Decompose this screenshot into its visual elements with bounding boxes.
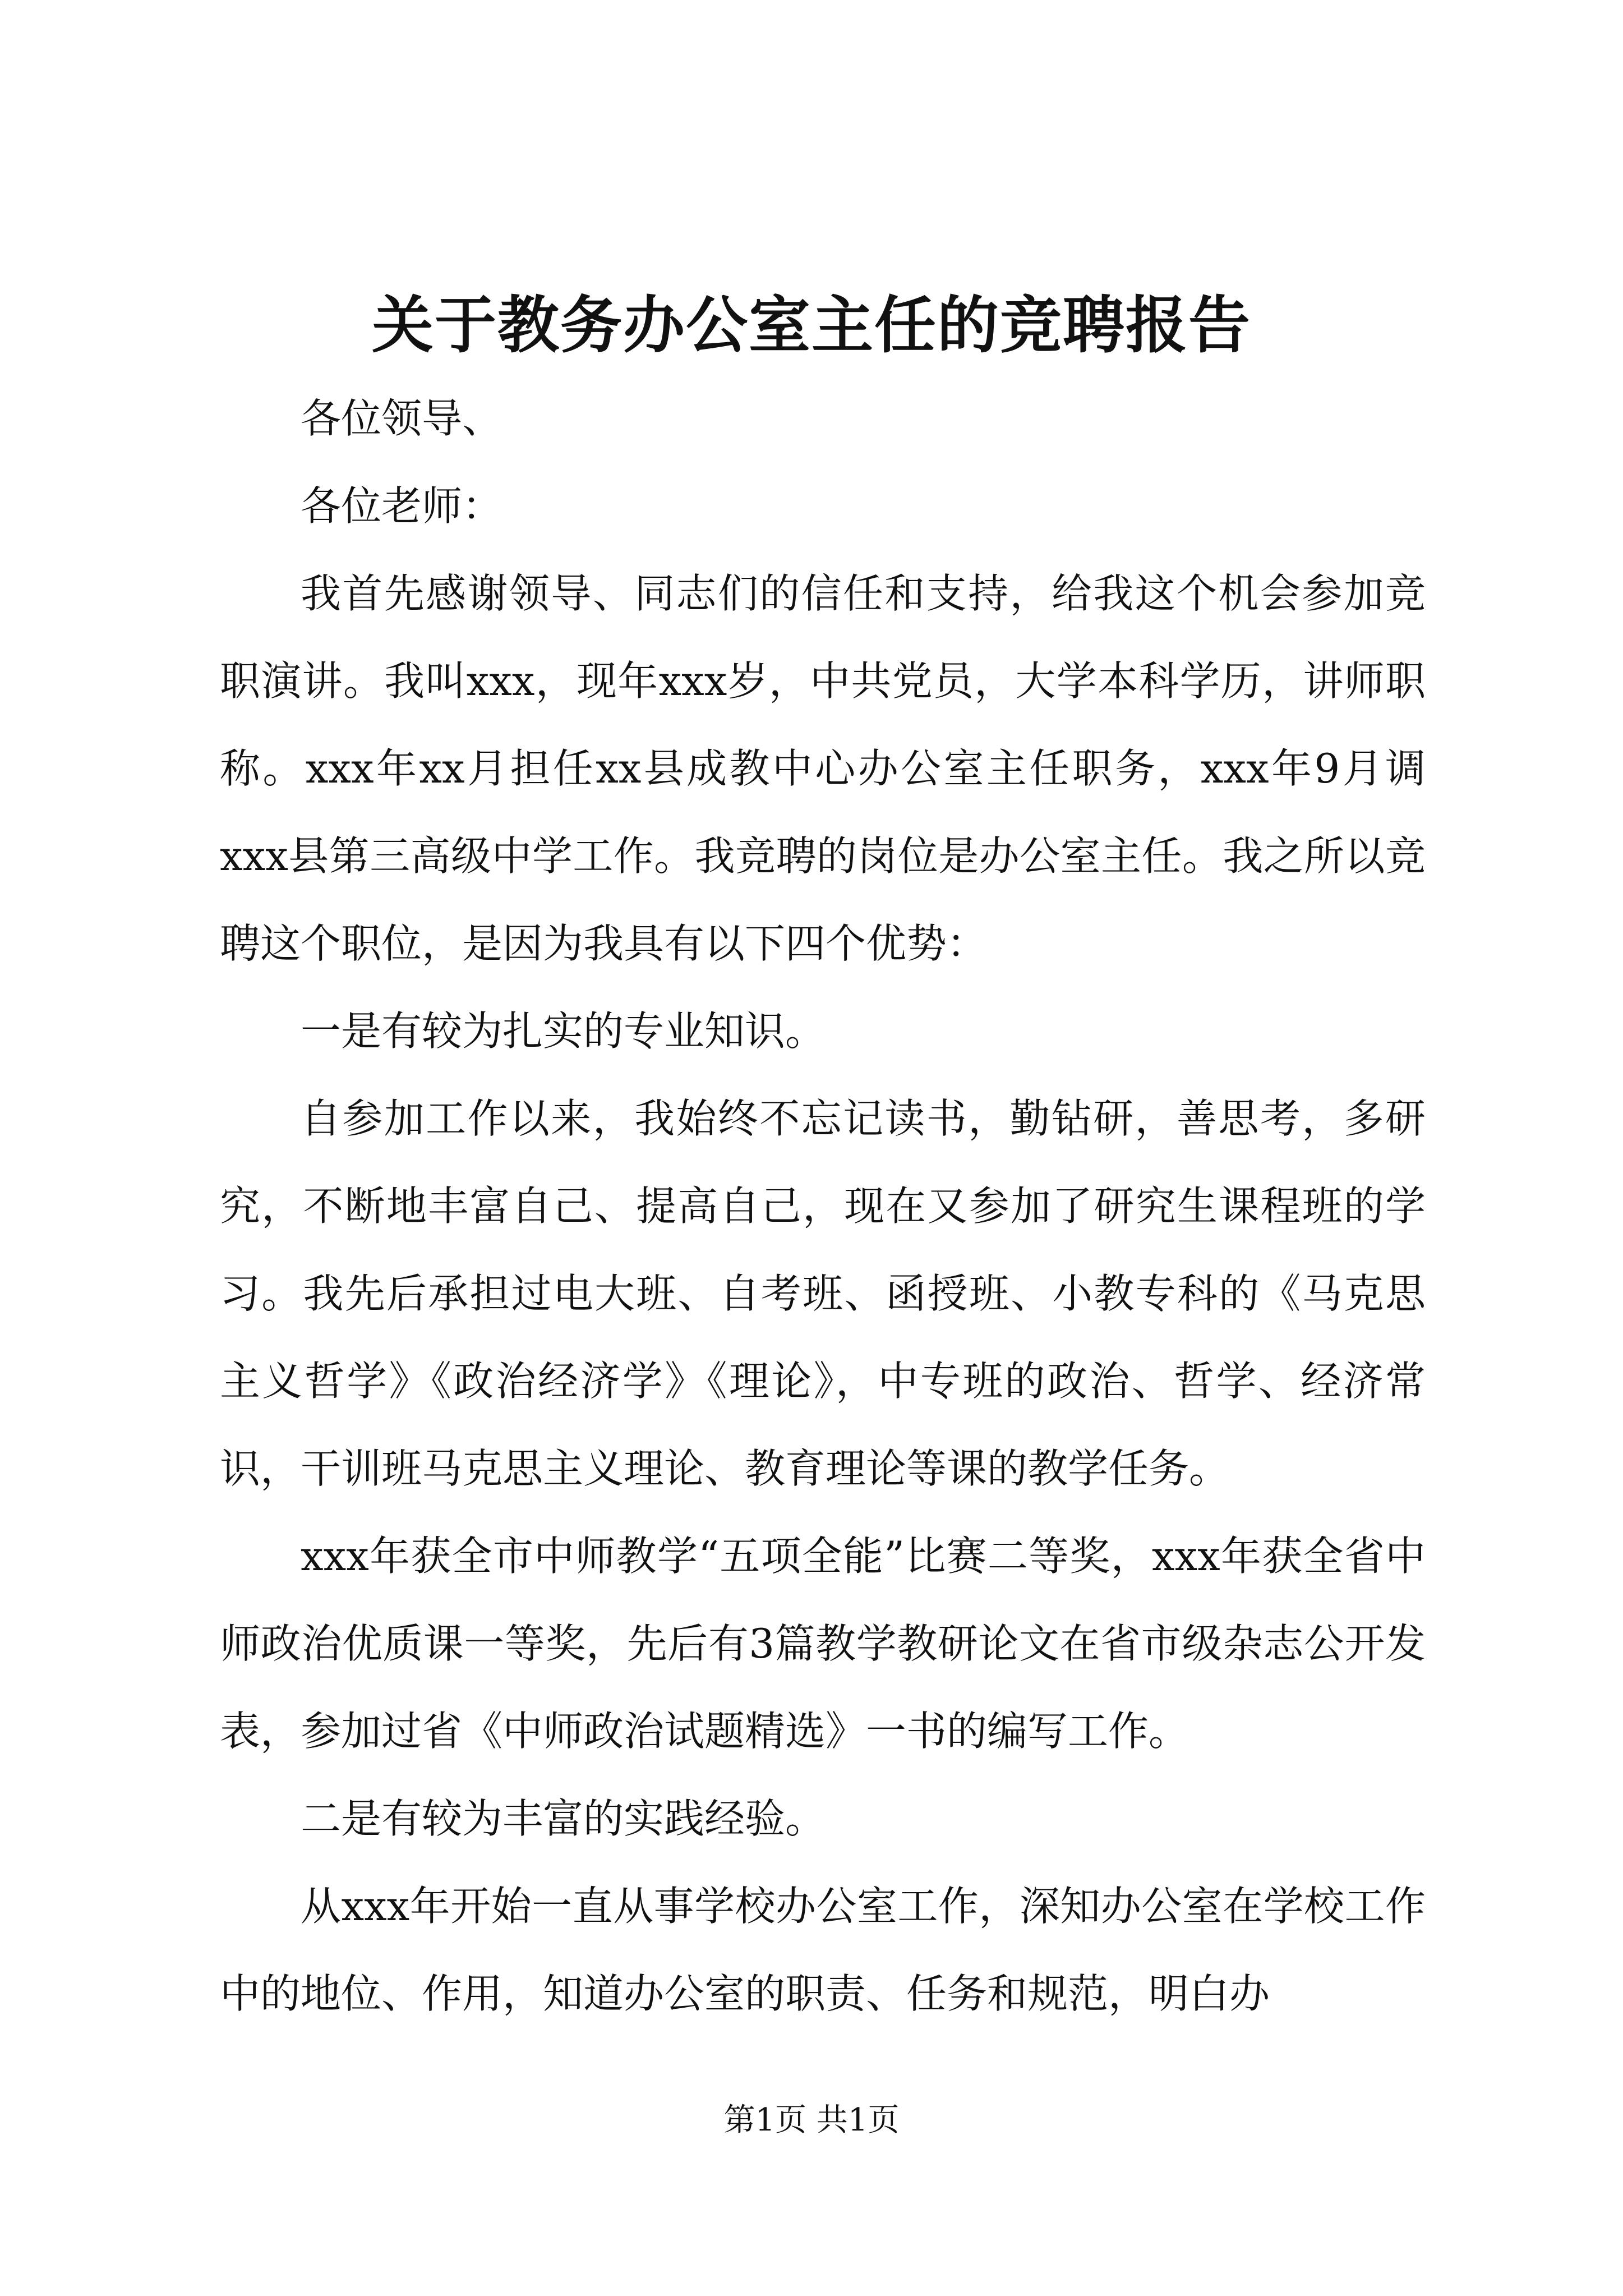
salutation-leaders: 各位领导、 [301, 395, 503, 442]
advantage-one-heading: 一是有较为扎实的专业知识。 [301, 1007, 826, 1055]
salutation-teachers: 各位老师： [301, 482, 503, 530]
document-title: 关于教务办公室主任的竞聘报告 [372, 289, 1251, 361]
advantage-one-detail: 自参加工作以来，我始终不忘记读书，勤钻研，善思考，多研究，不断地丰富自己、提高自己，现在又参加了研究生课程班的学习。我先后承担过电大班、自考班、函授班、小教专科的《马克思主义哲学》《政治经济学》《理论》，中专班的政治、哲学、经济常识，干训班马克思主义理论、教育理论等课的教学任务。 [220, 1095, 1426, 1492]
document-body [220, 375, 1426, 2037]
page-footer: 第1页 共1页 [723, 2102, 900, 2138]
advantage-two-detail: 从xxx年开始一直从事学校办公室工作，深知办公室在学校工作中的地位、作用，知道办公室的职责、任务和规范，明白办 [220, 1883, 1426, 2017]
awards-paragraph: xxx年获全市中师教学“五项全能”比赛二等奖，xxx年获全省中师政治优质课一等奖，先后有3篇教学教研论文在省市级杂志公开发表，参加过省《中师政治试题精选》一书的编写工作。 [220, 1533, 1426, 1755]
advantage-two-heading: 二是有较为丰富的实践经验。 [301, 1795, 826, 1842]
intro-paragraph: 我首先感谢领导、同志们的信任和支持，给我这个机会参加竞职演讲。我叫xxx，现年xxx岁，中共党员，大学本科学历，讲师职称。xxx年xx月担任xx县成教中心办公室主任职务，xxx年9月调xxx县第三高级中学工作。我竞聘的岗位是办公室主任。我之所以竞聘这个职位，是因为我具有以下四个优势： [220, 570, 1426, 967]
